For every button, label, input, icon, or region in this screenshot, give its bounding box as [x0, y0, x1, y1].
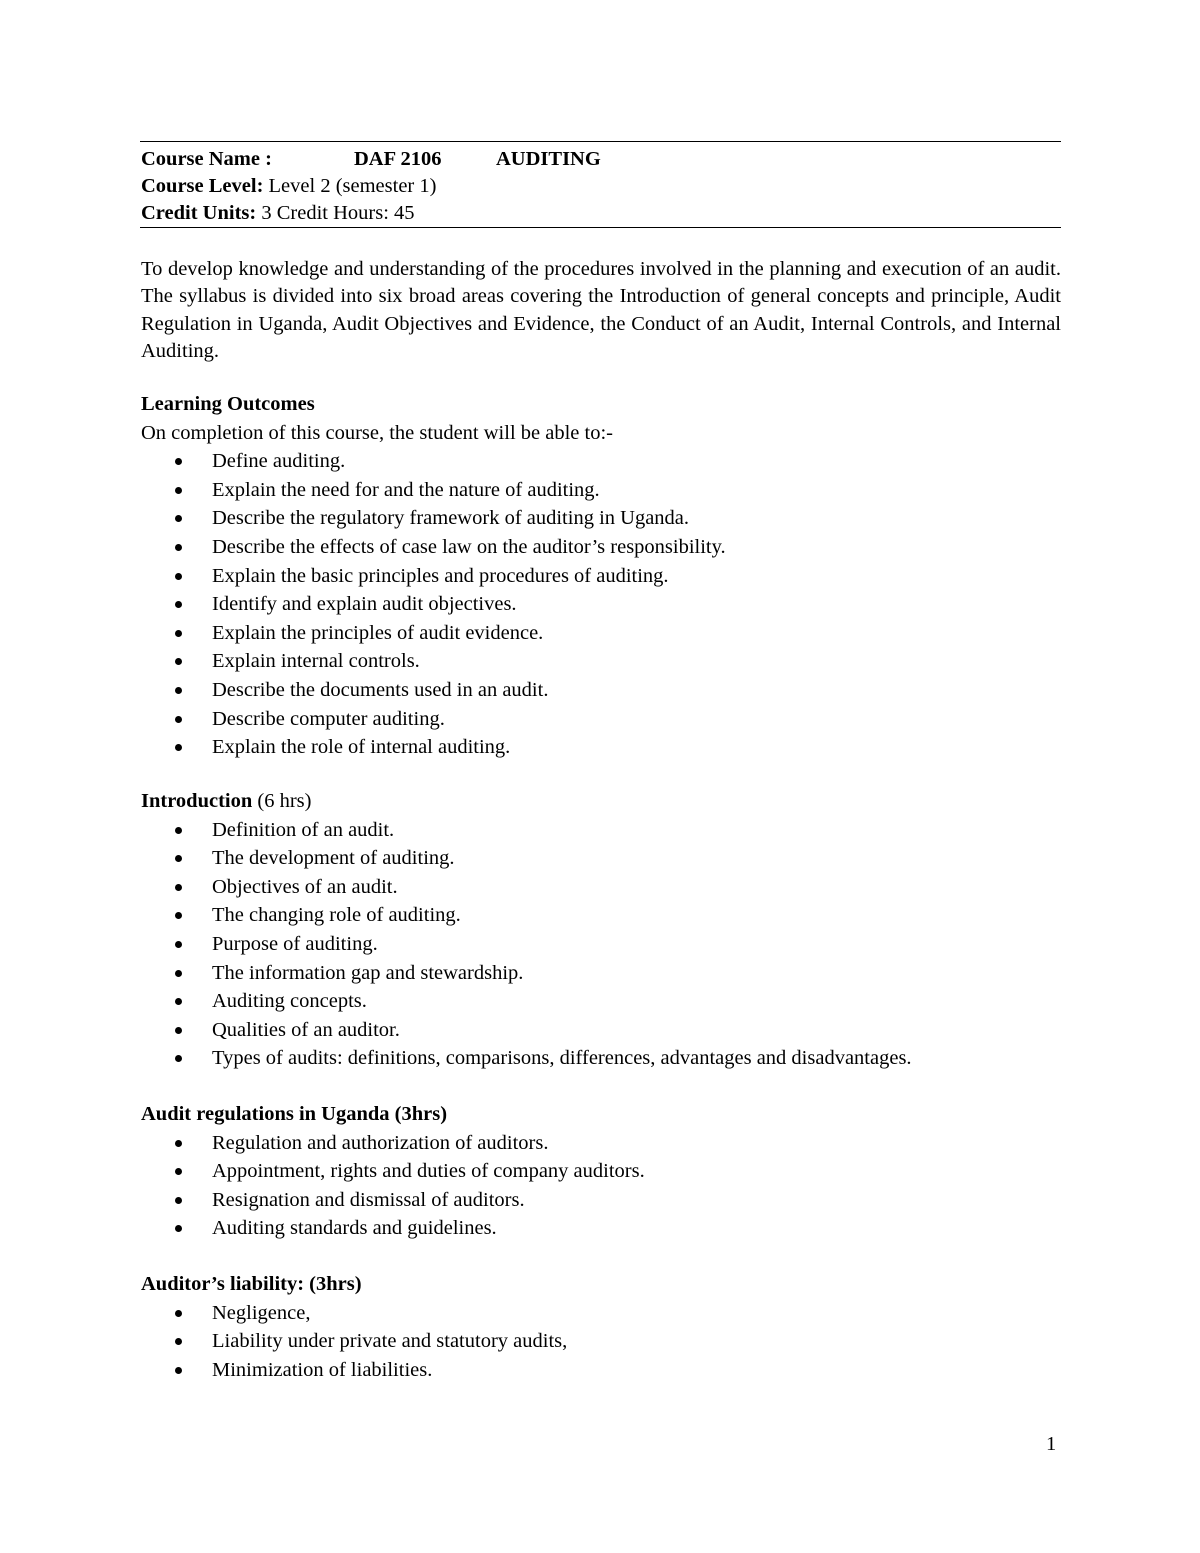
list-item-text: Explain the need for and the nature of auditing. — [212, 478, 600, 501]
credit-units-value: 3 Credit Hours: 45 — [261, 202, 415, 224]
course-name-row — [141, 146, 1061, 173]
audit-regulations-list — [141, 1129, 1061, 1243]
list-item — [141, 930, 1061, 959]
header-top-rule — [140, 141, 1061, 142]
list-item-text: Explain the principles of audit evidence. — [212, 621, 544, 644]
list-item — [141, 1356, 1061, 1385]
list-item — [141, 504, 1061, 533]
course-name-label: Course Name : — [141, 148, 272, 170]
bullet-icon — [175, 515, 182, 522]
bullet-icon — [175, 912, 182, 919]
list-item-text: Purpose of auditing. — [212, 932, 378, 955]
list-item — [141, 901, 1061, 930]
bullet-icon — [175, 884, 182, 891]
list-item — [141, 533, 1061, 562]
introduction-title — [141, 787, 1061, 816]
bullet-icon — [175, 687, 182, 694]
list-item-text: The development of auditing. — [212, 847, 455, 870]
audit-regulations-title — [141, 1100, 1061, 1129]
bullet-icon — [175, 1140, 182, 1147]
list-item — [141, 959, 1061, 988]
header-bottom-rule — [140, 227, 1061, 228]
list-item-text: Objectives of an audit. — [212, 875, 398, 898]
learning-outcomes-list — [141, 447, 1061, 762]
bullet-icon — [175, 855, 182, 862]
list-item-text: Definition of an audit. — [212, 818, 395, 841]
bullet-icon — [175, 573, 182, 580]
course-level-label: Course Level: — [141, 175, 264, 197]
list-item — [141, 562, 1061, 591]
list-item-text: Identify and explain audit objectives. — [212, 593, 517, 616]
course-level-row — [141, 173, 1061, 200]
bullet-icon — [175, 1197, 182, 1204]
list-item-text: Liability under private and statutory audits, — [212, 1330, 568, 1353]
list-item-text: Negligence, — [212, 1301, 311, 1324]
list-item-text: Describe the regulatory framework of auditing in Uganda. — [212, 507, 690, 530]
auditor-liability-title — [141, 1270, 1061, 1299]
course-title: AUDITING — [496, 148, 601, 170]
list-item — [141, 1016, 1061, 1045]
list-item — [141, 1157, 1061, 1186]
list-item-text: Define auditing. — [212, 450, 346, 473]
list-item — [141, 676, 1061, 705]
list-item-text: Types of audits: definitions, comparisons, differences, advantages and disadvantages. — [212, 1047, 912, 1070]
list-item-text: Describe the effects of case law on the auditor’s responsibility. — [212, 535, 726, 558]
list-item — [141, 476, 1061, 505]
course-header — [141, 146, 1061, 227]
course-level-value: Level 2 (semester 1) — [268, 175, 437, 197]
audit-regulations-section — [141, 1100, 1061, 1243]
list-item — [141, 1129, 1061, 1158]
list-item-text: Minimization of liabilities. — [212, 1358, 433, 1381]
auditor-liability-heading: Auditor’s liability: (3hrs) — [141, 1273, 362, 1295]
bullet-icon — [175, 827, 182, 834]
list-item-text: Auditing concepts. — [212, 990, 367, 1013]
auditor-liability-list — [141, 1299, 1061, 1385]
list-item — [141, 590, 1061, 619]
list-item — [141, 733, 1061, 762]
list-item — [141, 1044, 1061, 1073]
learning-outcomes-lead: On completion of this course, the student will be able to:- — [141, 421, 613, 444]
bullet-icon — [175, 544, 182, 551]
bullet-icon — [175, 1168, 182, 1175]
bullet-icon — [175, 1027, 182, 1034]
bullet-icon — [175, 941, 182, 948]
list-item — [141, 1299, 1061, 1328]
list-item-text: Explain the basic principles and procedures of auditing. — [212, 564, 669, 587]
list-item-text: The changing role of auditing. — [212, 904, 461, 927]
bullet-icon — [175, 630, 182, 637]
list-item-text: Explain internal controls. — [212, 650, 420, 673]
list-item — [141, 816, 1061, 845]
list-item — [141, 987, 1061, 1016]
auditor-liability-section — [141, 1270, 1061, 1384]
list-item — [141, 619, 1061, 648]
introduction-hours: (6 hrs) — [257, 790, 312, 812]
bullet-icon — [175, 716, 182, 723]
bullet-icon — [175, 1310, 182, 1317]
bullet-icon — [175, 458, 182, 465]
list-item-text: Resignation and dismissal of auditors. — [212, 1188, 525, 1211]
introduction-list — [141, 816, 1061, 1073]
list-item — [141, 1214, 1061, 1243]
list-item-text: Qualities of an auditor. — [212, 1018, 400, 1041]
list-item-text: The information gap and stewardship. — [212, 961, 524, 984]
bullet-icon — [175, 998, 182, 1005]
list-item-text: Auditing standards and guidelines. — [212, 1217, 497, 1240]
bullet-icon — [175, 970, 182, 977]
list-item — [141, 647, 1061, 676]
list-item — [141, 705, 1061, 734]
introduction-section — [141, 787, 1061, 1073]
introduction-heading: Introduction — [141, 790, 253, 812]
bullet-icon — [175, 601, 182, 608]
learning-outcomes-title — [141, 390, 1061, 419]
learning-outcomes-heading: Learning Outcomes — [141, 393, 315, 415]
list-item-text: Regulation and authorization of auditors. — [212, 1131, 549, 1154]
list-item-text: Describe the documents used in an audit. — [212, 678, 549, 701]
list-item — [141, 873, 1061, 902]
list-item — [141, 844, 1061, 873]
list-item — [141, 1186, 1061, 1215]
bullet-icon — [175, 744, 182, 751]
audit-regulations-heading: Audit regulations in Uganda (3hrs) — [141, 1103, 448, 1125]
course-description: To develop knowledge and understanding of the procedures involved in the planning and execution of an audit. The syllabus is divided into six broad areas covering the Introduction of general concepts and principle, Audit Regulation in Uganda, Audit Objectives and Evidence, the Conduct of an Audit, Internal Controls, and Internal Auditing. — [141, 258, 1061, 363]
bullet-icon — [175, 1338, 182, 1345]
credit-units-row — [141, 200, 1061, 227]
bullet-icon — [175, 1055, 182, 1062]
bullet-icon — [175, 1225, 182, 1232]
list-item — [141, 447, 1061, 476]
bullet-icon — [175, 658, 182, 665]
bullet-icon — [175, 1367, 182, 1374]
page-number: 1 — [1046, 1433, 1057, 1455]
list-item-text: Appointment, rights and duties of company auditors. — [212, 1160, 645, 1183]
credit-units-label: Credit Units: — [141, 202, 257, 224]
course-code: DAF 2106 — [354, 148, 442, 170]
list-item-text: Describe computer auditing. — [212, 707, 445, 730]
bullet-icon — [175, 487, 182, 494]
learning-outcomes-section — [141, 390, 1061, 762]
list-item — [141, 1327, 1061, 1356]
list-item-text: Explain the role of internal auditing. — [212, 736, 511, 759]
